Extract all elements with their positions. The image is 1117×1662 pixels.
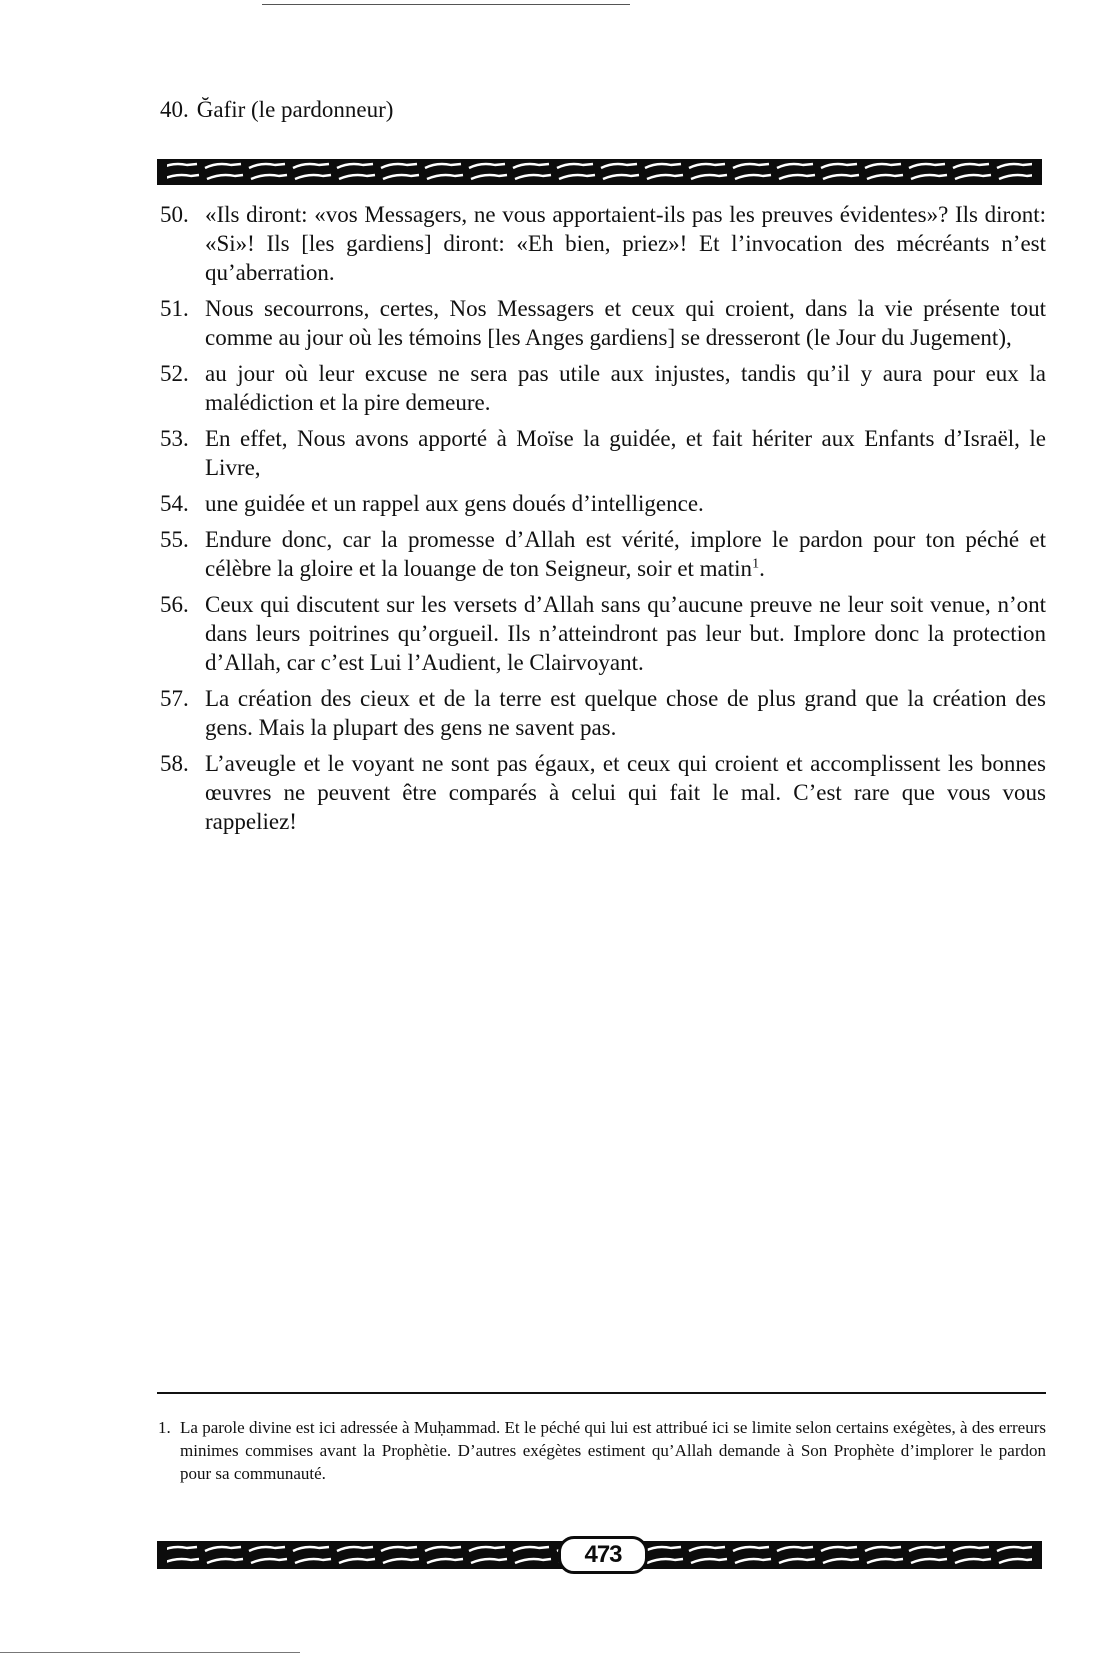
- verse-text: La création des cieux et de la terre est quelque chose de plus grand que la création des gens. Mais la plupart des gens ne savent pas.: [205, 686, 1046, 740]
- verse-item: [160, 749, 1046, 836]
- verse-number: 50.: [160, 202, 189, 227]
- verse-item: [160, 525, 1046, 583]
- verse-item: [160, 590, 1046, 677]
- verse-text: L’aveugle et le voyant ne sont pas égaux, et ceux qui croient et accomplissent les bonnes œuvres ne peuvent être comparés à celui qui fait le mal. C’est rare que vous vous rappeliez!: [205, 751, 1046, 834]
- footnote-reference[interactable]: 1: [752, 556, 760, 572]
- chapter-heading: [160, 95, 393, 125]
- verse-text-tail: .: [759, 556, 765, 581]
- verse-text: une guidée et un rappel aux gens doués d’intelligence.: [205, 491, 704, 516]
- verse-item: [160, 489, 1046, 518]
- verse-text: En effet, Nous avons apporté à Moïse la guidée, et fait hériter aux Enfants d’Israël, le Livre,: [205, 426, 1046, 480]
- chapter-title: Ğafir (le pardonneur): [196, 97, 394, 122]
- footnote-number: 1.: [158, 1418, 171, 1437]
- verse-item: [160, 684, 1046, 742]
- verse-text: Ceux qui discutent sur les versets d’Allah sans qu’aucune preuve ne leur soit venue, n’ont dans leurs poitrines qu’orgueil. Ils n’atteindront pas leur but. Implore donc la protection d’Allah, car c’est Lui l’Audient, le Clairvoyant.: [205, 592, 1046, 675]
- page-number: 473: [584, 1541, 622, 1568]
- chapter-number: 40.: [160, 97, 189, 122]
- verse-number: 57.: [160, 686, 189, 711]
- verse-item: [160, 200, 1046, 287]
- verse-number: 52.: [160, 361, 189, 386]
- top-rule: [262, 4, 630, 5]
- verse-number: 58.: [160, 751, 189, 776]
- page-number-badge: [558, 1536, 648, 1574]
- verse-item: [160, 424, 1046, 482]
- verse-list: [160, 200, 1046, 843]
- verse-number: 53.: [160, 426, 189, 451]
- verse-number: 55.: [160, 527, 189, 552]
- verse-number: 54.: [160, 491, 189, 516]
- chain-ornament-top: [157, 159, 1042, 185]
- verse-number: 56.: [160, 592, 189, 617]
- verse-number: 51.: [160, 296, 189, 321]
- verse-item: [160, 359, 1046, 417]
- verse-text: «Ils diront: «vos Messagers, ne vous apportaient-ils pas les preuves évidentes»? Ils diront: «Si»! Ils [les gardiens] diront: «Eh bien, priez»! Et l’invocation des mécréants n’est qu’aberration.: [205, 202, 1046, 285]
- footnote-separator: [157, 1392, 1046, 1394]
- verse-item: [160, 294, 1046, 352]
- verse-text-with-note: [205, 525, 1046, 583]
- verse-text: au jour où leur excuse ne sera pas utile aux injustes, tandis qu’il y aura pour eux la malédiction et la pire demeure.: [205, 361, 1046, 415]
- bottom-rule: [0, 1652, 300, 1653]
- footnote: [158, 1416, 1046, 1485]
- verse-text: Endure donc, car la promesse d’Allah est vérité, implore le pardon pour ton péché et célèbre la gloire et la louange de ton Seigneur, soir et matin: [205, 527, 1046, 581]
- footnote-text: La parole divine est ici adressée à Muḥammad. Et le péché qui lui est attribué ici se limite selon certains exégètes, à des erreurs minimes commises avant la Prophètie. D’autres exégètes estiment qu’Allah demande à Son Prophète d’implorer le pardon pour sa communauté.: [180, 1418, 1046, 1483]
- decorative-border-top: [157, 159, 1042, 185]
- verse-text: Nous secourrons, certes, Nos Messagers et ceux qui croient, dans la vie présente tout comme au jour où les témoins [les Anges gardiens] se dresseront (le Jour du Jugement),: [205, 296, 1046, 350]
